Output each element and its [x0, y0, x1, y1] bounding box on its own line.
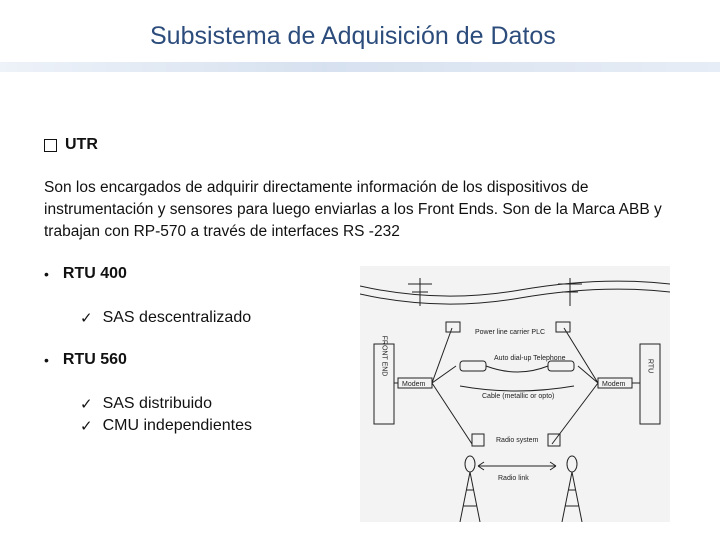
radio-box-left [472, 434, 484, 446]
bullet-dot-icon: • [44, 266, 49, 282]
rtu-label: RTU [646, 358, 654, 374]
plc-box-right [556, 322, 570, 332]
bullet-label: RTU 400 [62, 265, 127, 282]
section-heading-label: UTR [65, 136, 98, 153]
title-underline [0, 62, 720, 72]
check-item [80, 309, 251, 327]
bullet-label: RTU 560 [62, 351, 127, 368]
modem-left-label: Modem [402, 381, 426, 388]
checkbox-bullet-icon [44, 139, 57, 152]
communication-diagram-svg [360, 266, 670, 522]
checkmark-icon: ✓ [80, 310, 93, 327]
radio-system-label: Radio system [496, 437, 539, 444]
check-item-label: CMU independientes [102, 417, 252, 434]
bullet-rtu-400 [44, 265, 127, 283]
rtu-cabinet [640, 344, 660, 424]
radio-link-arrow [478, 462, 556, 470]
bullet-dot-icon: • [44, 352, 49, 368]
check-item-label: SAS descentralizado [102, 309, 252, 326]
description-paragraph: Son los encargados de adquirir directamente información de los dispositivos de instrumentación y sensores para luego enviarlas a los Front Ends. Son de la Marca ABB y trabajan con RP-570 a través de interfaces RS -232 [44, 179, 662, 240]
checkmark-icon: ✓ [80, 418, 93, 435]
communication-diagram [360, 266, 670, 522]
plc-label: Power line carrier PLC [475, 329, 546, 336]
radio-link-label: Radio link [498, 475, 529, 482]
title-bar [0, 0, 720, 72]
plc-box-left [446, 322, 460, 332]
checkmark-icon: ✓ [80, 396, 93, 413]
phone-label: Auto dial-up Telephone [494, 355, 566, 362]
check-item-label: SAS distribuido [102, 395, 212, 412]
telephone-right-icon [548, 361, 574, 371]
cable-label: Cable (metallic or opto) [482, 393, 555, 400]
power-lines [360, 278, 670, 306]
page-title: Subsistema de Adquisición de Datos [150, 22, 556, 50]
check-item [80, 395, 212, 413]
check-item [80, 417, 252, 435]
front-end-label: FRONT END [380, 335, 388, 377]
modem-right-label: Modem [602, 381, 626, 388]
section-heading [44, 136, 98, 154]
bullet-rtu-560 [44, 351, 127, 369]
telephone-left-icon [460, 361, 486, 371]
